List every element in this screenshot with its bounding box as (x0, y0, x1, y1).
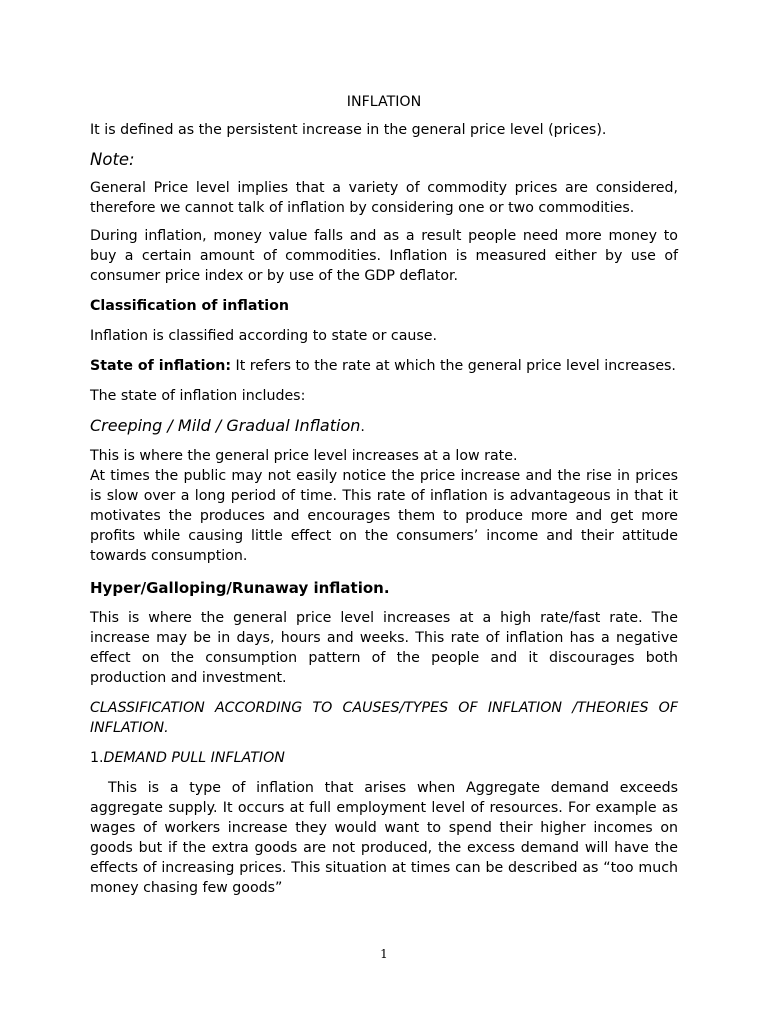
creeping-heading-suffix: . (360, 419, 365, 435)
note-heading: Note: (90, 150, 135, 169)
creeping-heading-text: Creeping / Mild / Gradual Inflation (90, 416, 361, 435)
state-of-inflation-label: State of inflation: (90, 358, 231, 374)
definition-paragraph: It is defined as the persistent increase in the general price level (prices). (90, 122, 607, 138)
note-paragraph-1: General Price level implies that a variety of commodity prices are considered, therefore we cannot talk of inflation by considering one or two commodities. (90, 180, 678, 216)
state-includes-text: The state of inflation includes: (90, 388, 306, 404)
demand-pull-paragraph: This is a type of inflation that arises when Aggregate demand exceeds aggregate supply. It occurs at full employment level of resources. For example as wages of workers increase they would want to spend their higher incomes on goods but if the extra goods are not produced, the excess demand will have the effects of increasing prices. This situation at times can be described as “too much money chasing few goods” (90, 780, 678, 896)
page-number: 1 (380, 947, 388, 961)
note-paragraph-2: During inflation, money value falls and as a result people need more money to buy a certain amount of commodities. Inflation is measured either by use of consumer price index or by use of the GDP deflator. (90, 228, 678, 284)
document-page (90, 92, 678, 898)
creeping-paragraph-2: At times the public may not easily notice the price increase and the rise in prices is slow over a long period of time. This rate of inflation is advantageous in that it motivates the produces and encourages them to produce more and get more profits while causing little effect on the consumers’ income and their attitude towards consumption. (90, 468, 678, 564)
classification-heading: Classification of inflation (90, 298, 289, 314)
demand-pull-number: 1. (90, 750, 104, 766)
hyper-inflation-paragraph: This is where the general price level increases at a high rate/fast rate. The increase may be in days, hours and weeks. This rate of inflation has a negative effect on the consumption pattern of the people and it discourages both production and investment. (90, 610, 678, 686)
creeping-paragraph-1: This is where the general price level increases at a low rate. (90, 448, 518, 464)
document-title: INFLATION (346, 94, 422, 110)
classification-text: Inflation is classified according to state or cause. (90, 328, 438, 344)
demand-pull-heading-line (90, 748, 678, 768)
demand-pull-heading: DEMAND PULL INFLATION (103, 750, 285, 766)
creeping-inflation-heading (90, 416, 678, 437)
causes-heading: CLASSIFICATION ACCORDING TO CAUSES/TYPES OF INFLATION /THEORIES OF INFLATION. (90, 700, 678, 736)
state-of-inflation-text: It refers to the rate at which the general price level increases. (231, 358, 676, 374)
state-of-inflation-paragraph (90, 356, 678, 376)
hyper-inflation-heading: Hyper/Galloping/Runaway inflation. (90, 579, 390, 597)
